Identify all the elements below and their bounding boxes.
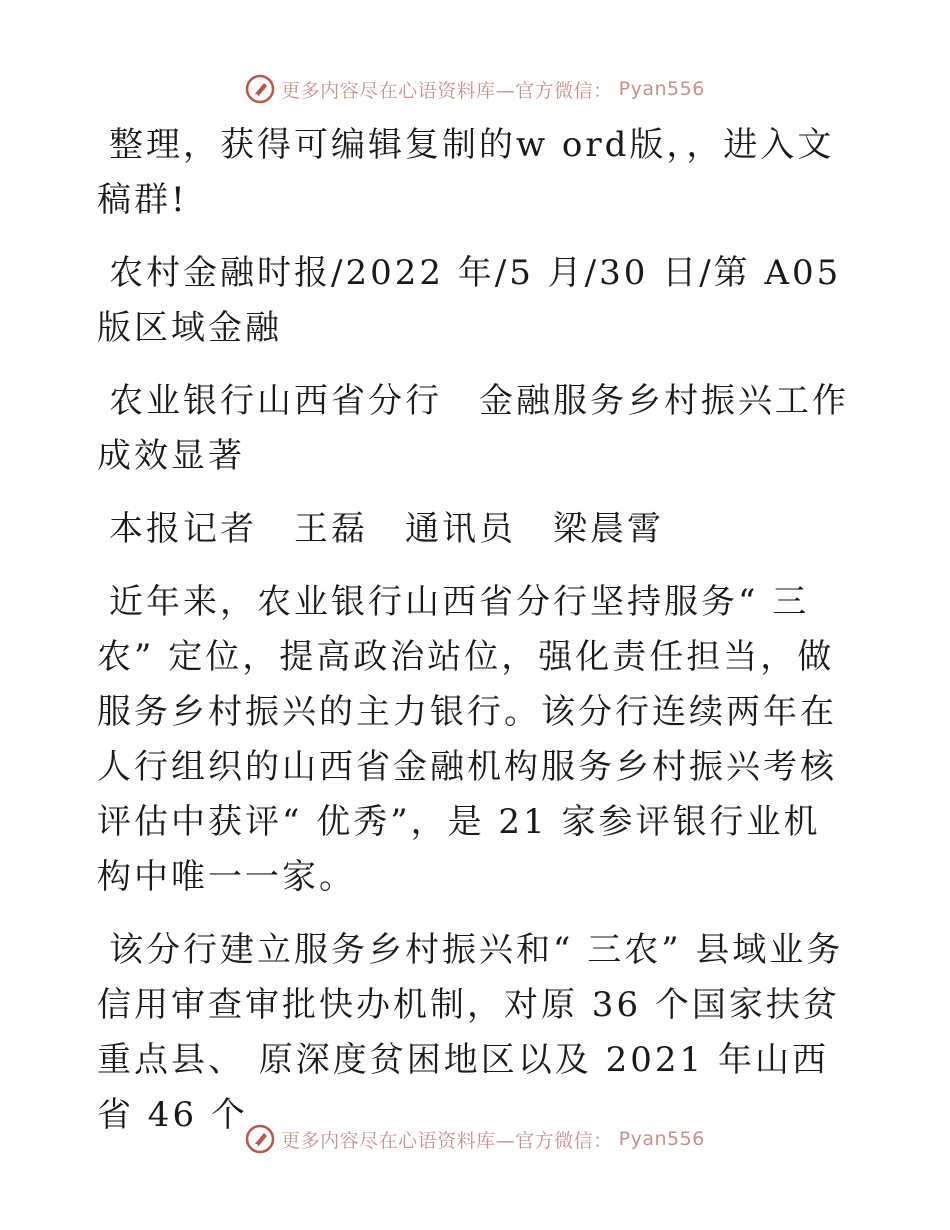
- paragraph: 近年来，农业银行山西省分行坚持服务“ 三农” 定位，提高政治站位，强化责任担当，做服务乡村振兴的主力银行。该分行连续两年在人行组织的山西省金融机构服务乡村振兴考核评估中获评“ 优秀”，是 21 家参评银行业机构中唯一一家。: [97, 582, 837, 897]
- watermark-handle: Pyan556: [618, 78, 705, 100]
- watermark-text: 更多内容尽在心语资料库—官方微信：: [281, 1129, 613, 1152]
- paragraph: 农村金融时报/2022 年/5 月/30 日/第 A05 版区域金融: [97, 253, 842, 348]
- pen-logo-icon: [245, 74, 275, 104]
- watermark-text: 更多内容尽在心语资料库—官方微信：: [281, 79, 613, 102]
- footer-watermark: [0, 1124, 950, 1154]
- header-watermark: [0, 74, 950, 104]
- watermark-handle: Pyan556: [618, 1128, 705, 1150]
- document-body: [97, 118, 849, 1161]
- article-title: 农业银行山西省分行 金融服务乡村振兴工作成效显著: [97, 381, 849, 476]
- paragraph: 该分行建立服务乡村振兴和“ 三农” 县域业务信用审查审批快办机制，对原 36 个国家扶贫重点县、 原深度贫困地区以及 2021 年山西省 46 个: [97, 930, 844, 1135]
- byline: 本报记者 王磊 通讯员 梁晨霄: [109, 509, 664, 549]
- pen-logo-icon: [245, 1124, 275, 1154]
- paragraph: 整理，获得可编辑复制的w ord版，，进入文稿群!: [97, 125, 835, 220]
